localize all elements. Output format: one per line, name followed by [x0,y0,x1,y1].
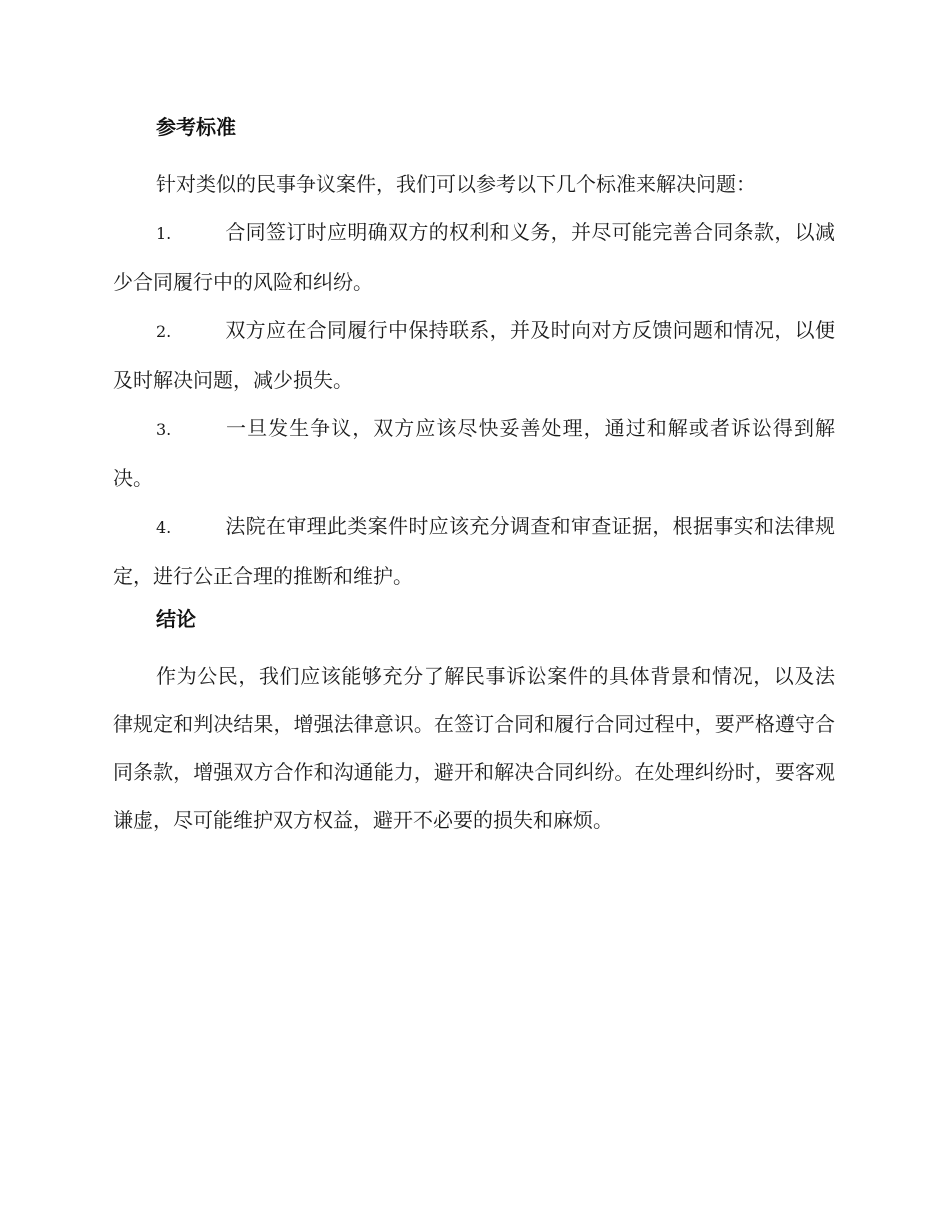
list-item [113,404,835,502]
list-number: 3. [156,420,172,439]
list-item-text: 一旦发生争议，双方应该尽快妥善处理，通过和解或者诉讼得到解决。 [113,416,835,490]
list-number: 2. [156,322,172,341]
list-item-text: 法院在审理此类案件时应该充分调查和审查证据，根据事实和法律规定，进行公正合理的推断和维护。 [113,514,835,588]
section-heading-conclusion: 结论 [156,607,196,631]
list-item [113,208,835,306]
list-number: 4. [156,518,172,537]
conclusion-paragraph: 作为公民，我们应该能够充分了解民事诉讼案件的具体背景和情况，以及法律规定和判决结果，增强法律意识。在签订合同和履行合同过程中，要严格遵守合同条款，增强双方合作和沟通能力，避开和解决合同纠纷。在处理纠纷时，要客观谦虚，尽可能维护双方权益，避开不必要的损失和麻烦。 [113,664,835,832]
list-number: 1. [156,224,172,243]
list-item [113,502,835,600]
list-item-text: 合同签订时应明确双方的权利和义务，并尽可能完善合同条款，以减少合同履行中的风险和纠纷。 [113,220,835,294]
list-item [113,306,835,404]
document-page [113,108,835,844]
section-heading-reference-standards: 参考标准 [156,115,236,139]
list-item-text: 双方应在合同履行中保持联系，并及时向对方反馈问题和情况，以便及时解决问题，减少损失。 [113,318,835,392]
intro-paragraph: 针对类似的民事争议案件，我们可以参考以下几个标准来解决问题： [156,172,756,196]
